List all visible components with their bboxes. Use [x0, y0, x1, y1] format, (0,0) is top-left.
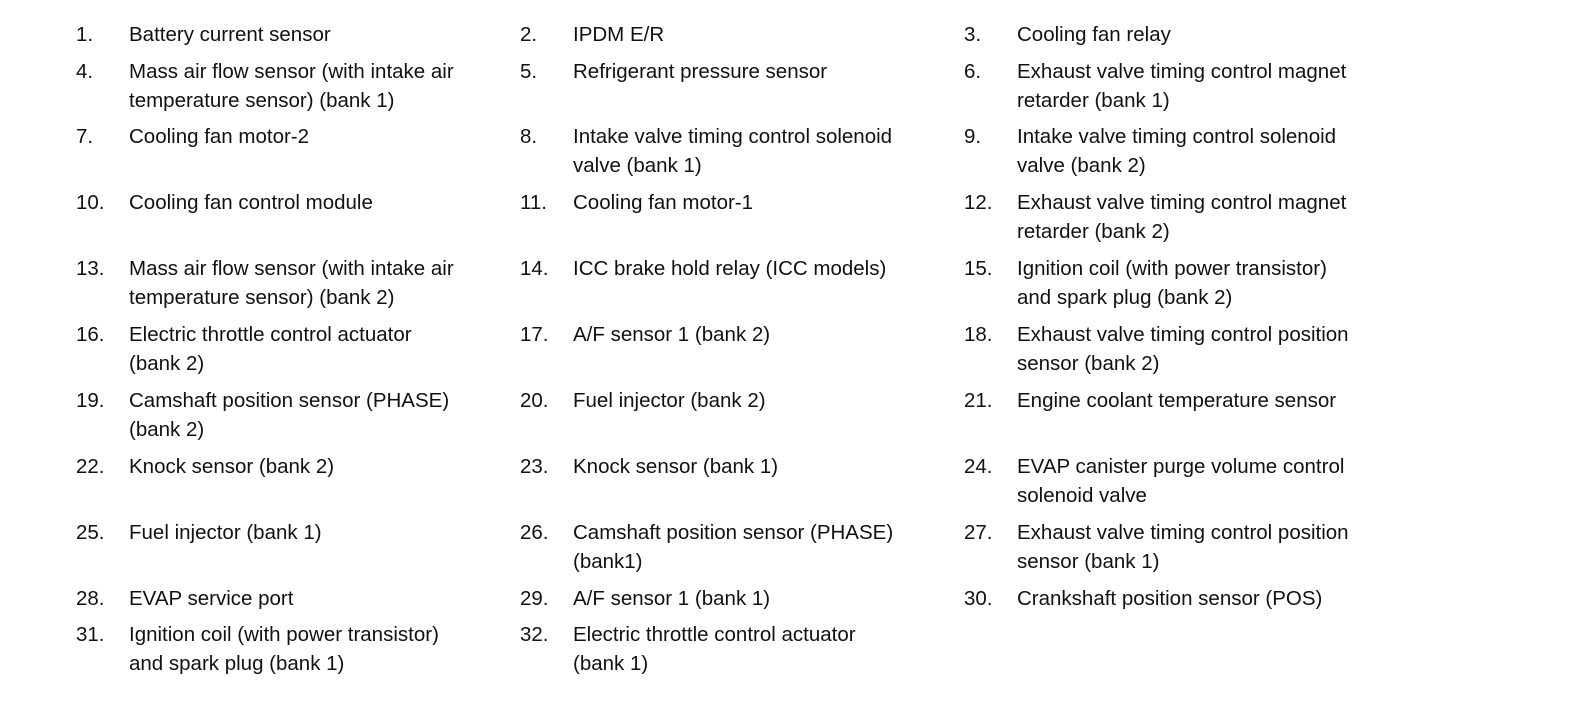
- item-number: 17.: [520, 323, 549, 346]
- item-label: [573, 57, 827, 86]
- item-label-line: Camshaft position sensor (PHASE): [129, 389, 450, 412]
- item-number: 6.: [964, 60, 982, 83]
- item-label: [1017, 518, 1349, 576]
- item-label-line: and spark plug (bank 2): [1017, 286, 1233, 309]
- item-number: 30.: [964, 587, 993, 610]
- item-label-line: ICC brake hold relay (ICC models): [573, 257, 887, 280]
- item-label: [129, 452, 334, 481]
- item-number: 26.: [520, 521, 549, 544]
- item-label-line: (bank 2): [129, 352, 205, 375]
- item-label-line: temperature sensor) (bank 2): [129, 286, 395, 309]
- item-label-line: A/F sensor 1 (bank 1): [573, 587, 771, 610]
- item-number: 29.: [520, 587, 549, 610]
- item-number: 24.: [964, 455, 993, 478]
- item-label-line: solenoid valve: [1017, 484, 1147, 507]
- item-label: [129, 122, 309, 151]
- item-label-line: IPDM E/R: [573, 23, 665, 46]
- item-label: [129, 320, 412, 378]
- item-label-line: Cooling fan motor-2: [129, 125, 310, 148]
- item-label: [129, 584, 293, 613]
- item-label-line: and spark plug (bank 1): [129, 652, 345, 675]
- item-label: [573, 320, 770, 349]
- item-label: [129, 20, 331, 49]
- item-label-line: temperature sensor) (bank 1): [129, 89, 395, 112]
- item-label-line: Cooling fan motor-1: [573, 191, 754, 214]
- item-label-line: Exhaust valve timing control position: [1017, 521, 1349, 544]
- item-label-line: Exhaust valve timing control position: [1017, 323, 1349, 346]
- item-label-line: valve (bank 1): [573, 154, 702, 177]
- item-label: [573, 518, 893, 576]
- item-label-line: Crankshaft position sensor (POS): [1017, 587, 1323, 610]
- item-number: 18.: [964, 323, 993, 346]
- item-number: 2.: [520, 23, 538, 46]
- item-number: 9.: [964, 125, 982, 148]
- item-number: 5.: [520, 60, 538, 83]
- item-number: 16.: [76, 323, 105, 346]
- item-label: [1017, 57, 1346, 115]
- item-label-line: sensor (bank 2): [1017, 352, 1160, 375]
- item-label-line: Knock sensor (bank 2): [129, 455, 335, 478]
- item-label: [129, 620, 439, 678]
- item-number: 28.: [76, 587, 105, 610]
- item-label: [1017, 452, 1344, 510]
- item-label-line: Mass air flow sensor (with intake air: [129, 60, 454, 83]
- item-label-line: Cooling fan relay: [1017, 23, 1171, 46]
- item-label-line: Battery current sensor: [129, 23, 331, 46]
- item-label: [129, 254, 454, 312]
- item-number: 7.: [76, 125, 94, 148]
- item-number: 8.: [520, 125, 538, 148]
- item-label: [129, 188, 373, 217]
- item-label-line: Refrigerant pressure sensor: [573, 60, 828, 83]
- item-label: [1017, 122, 1336, 180]
- item-label-line: (bank1): [573, 550, 643, 573]
- item-number: 15.: [964, 257, 993, 280]
- item-label: [573, 386, 766, 415]
- item-label: [129, 386, 449, 444]
- item-number: 25.: [76, 521, 105, 544]
- item-label-line: Intake valve timing control solenoid: [573, 125, 893, 148]
- item-label: [1017, 320, 1349, 378]
- item-label-line: Exhaust valve timing control magnet: [1017, 191, 1347, 214]
- item-label-line: Engine coolant temperature sensor: [1017, 389, 1337, 412]
- item-label-line: retarder (bank 1): [1017, 89, 1170, 112]
- item-number: 13.: [76, 257, 105, 280]
- item-label: [573, 122, 892, 180]
- item-number: 4.: [76, 60, 94, 83]
- item-label-line: retarder (bank 2): [1017, 220, 1170, 243]
- item-label: [1017, 20, 1171, 49]
- item-label: [573, 584, 770, 613]
- item-label: [573, 20, 664, 49]
- item-number: 1.: [76, 23, 94, 46]
- item-number: 12.: [964, 191, 993, 214]
- item-number: 19.: [76, 389, 105, 412]
- item-number: 22.: [76, 455, 105, 478]
- item-label-line: Ignition coil (with power transistor): [1017, 257, 1327, 280]
- item-label-line: EVAP service port: [129, 587, 294, 610]
- item-label-line: Electric throttle control actuator: [573, 623, 856, 646]
- item-label-line: sensor (bank 1): [1017, 550, 1160, 573]
- item-number: 20.: [520, 389, 549, 412]
- item-label-line: (bank 2): [129, 418, 205, 441]
- item-number: 31.: [76, 623, 105, 646]
- item-label: [1017, 584, 1322, 613]
- item-label-line: valve (bank 2): [1017, 154, 1146, 177]
- item-number: 21.: [964, 389, 993, 412]
- item-label-line: Intake valve timing control solenoid: [1017, 125, 1337, 148]
- item-number: 11.: [520, 191, 547, 214]
- item-label-line: Exhaust valve timing control magnet: [1017, 60, 1347, 83]
- item-label: [1017, 386, 1336, 415]
- item-number: 10.: [76, 191, 105, 214]
- item-label-line: Electric throttle control actuator: [129, 323, 412, 346]
- item-label: [573, 620, 856, 678]
- item-label: [573, 254, 886, 283]
- item-label-line: Fuel injector (bank 1): [129, 521, 322, 544]
- item-number: 3.: [964, 23, 982, 46]
- item-label: [129, 57, 454, 115]
- item-number: 32.: [520, 623, 549, 646]
- item-label-line: Camshaft position sensor (PHASE): [573, 521, 894, 544]
- item-label-line: A/F sensor 1 (bank 2): [573, 323, 771, 346]
- item-label-line: Fuel injector (bank 2): [573, 389, 766, 412]
- item-label: [573, 188, 753, 217]
- item-label-line: (bank 1): [573, 652, 649, 675]
- item-label-line: EVAP canister purge volume control: [1017, 455, 1345, 478]
- item-label: [1017, 254, 1327, 312]
- item-label-line: Ignition coil (with power transistor): [129, 623, 439, 646]
- item-number: 23.: [520, 455, 549, 478]
- item-label: [1017, 188, 1346, 246]
- item-label: [129, 518, 322, 547]
- item-number: 14.: [520, 257, 549, 280]
- item-label: [573, 452, 778, 481]
- item-label-line: Cooling fan control module: [129, 191, 373, 214]
- item-number: 27.: [964, 521, 993, 544]
- item-label-line: Knock sensor (bank 1): [573, 455, 779, 478]
- item-label-line: Mass air flow sensor (with intake air: [129, 257, 454, 280]
